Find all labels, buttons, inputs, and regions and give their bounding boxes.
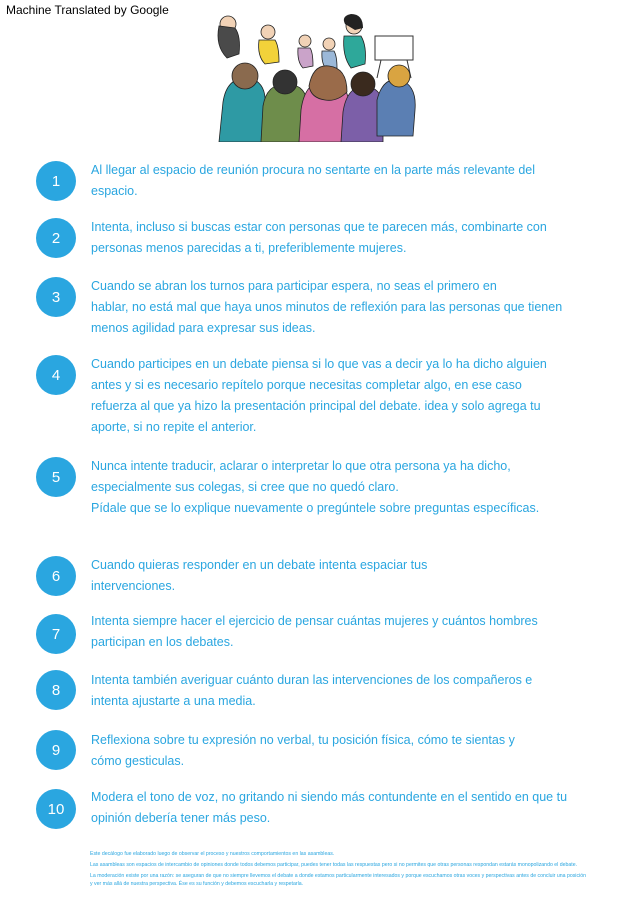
item-text-line: Modera el tono de voz, no gritando ni siendo más contundente en el sentido en que tu — [91, 790, 568, 804]
item-text-line: aporte, si no repite el anterior. — [91, 420, 257, 434]
number-badge: 7 — [36, 614, 76, 654]
number-badge: 10 — [36, 789, 76, 829]
number-badge: 6 — [36, 556, 76, 596]
number-badge: 4 — [36, 355, 76, 395]
number-badge: 5 — [36, 457, 76, 497]
item-text-line: Al llegar al espacio de reunión procura no sentarte en la parte más relevante del — [91, 163, 536, 177]
footer-paragraph: Este decálogo fue elaborado luego de observar el proceso y nuestros comportamientos en las asambleas. — [90, 851, 335, 857]
item-text-line: hablar, no está mal que haya unos minutos de reflexión para las personas que tienen — [91, 300, 563, 314]
item-text-line: espacio. — [91, 184, 138, 198]
item-text-line: personas menos parecidas a ti, preferiblemente mujeres. — [91, 241, 407, 255]
item-text-line: intenta ajustarte a una media. — [91, 694, 256, 708]
number-badge: 8 — [36, 670, 76, 710]
item-text-line: Nunca intente traducir, aclarar o interpretar lo que otra persona ya ha dicho, — [91, 459, 511, 473]
number-badge: 9 — [36, 730, 76, 770]
footer-paragraph: La moderación existe por una razón: se aseguran de que no siempre llevemos el debate a donde estamos particularmente interesados y porque escuchamos otras voces y perspectivas antes de concluir una posición y ver más allá de nuestra perspectiva. Ése es su función y debemos escucharla y respetarla. — [90, 873, 586, 887]
people-meeting-illustration — [205, 6, 420, 142]
number-badge: 2 — [36, 218, 76, 258]
item-text-line: Intenta, incluso si buscas estar con personas que te parecen más, combinarte con — [91, 220, 547, 234]
item-text-line: Reflexiona sobre tu expresión no verbal, tu posición física, cómo te sientas y — [91, 733, 515, 747]
item-text-line: intervenciones. — [91, 579, 176, 593]
number-badge: 3 — [36, 277, 76, 317]
item-text-line: menos agilidad para expresar sus ideas. — [91, 321, 316, 335]
number-badge: 1 — [36, 161, 76, 201]
footer-paragraph: Las asambleas son espacios de intercambio de opiniones donde todos debemos participar, puedes tener todas las respuestas pero si no permites que otras personas respondan estarás monopolizando el debate. — [90, 862, 578, 868]
item-text-line: especialmente sus colegas, si cree que no quedó claro. — [91, 480, 399, 494]
machine-translated-label: Machine Translated by Google — [6, 3, 169, 17]
item-text-line: opinión debería tener más peso. — [91, 811, 271, 825]
item-text-line: Intenta siempre hacer el ejercicio de pensar cuántas mujeres y cuántos hombres — [91, 614, 538, 628]
footer-notes — [90, 850, 590, 891]
item-text-line: refuerza al que ya hizo la presentación principal del debate. idea y solo agrega tu — [91, 399, 541, 413]
item-text-line: antes y si es necesario repítelo porque necesitas completar algo, en ese caso — [91, 378, 522, 392]
item-text-line: Intenta también averiguar cuánto duran las intervenciones de los compañeros e — [91, 673, 533, 687]
item-text-line: participan en los debates. — [91, 635, 234, 649]
item-text-line: Cuando quieras responder en un debate intenta espaciar tus — [91, 558, 428, 572]
item-text-line: Pídale que se lo explique nuevamente o pregúntele sobre preguntas específicas. — [91, 501, 540, 515]
item-text-line: Cuando se abran los turnos para participar espera, no seas el primero en — [91, 279, 497, 293]
item-text-line: cómo gesticulas. — [91, 754, 185, 768]
item-text-line: Cuando participes en un debate piensa si lo que vas a decir ya lo ha dicho alguien — [91, 357, 547, 371]
